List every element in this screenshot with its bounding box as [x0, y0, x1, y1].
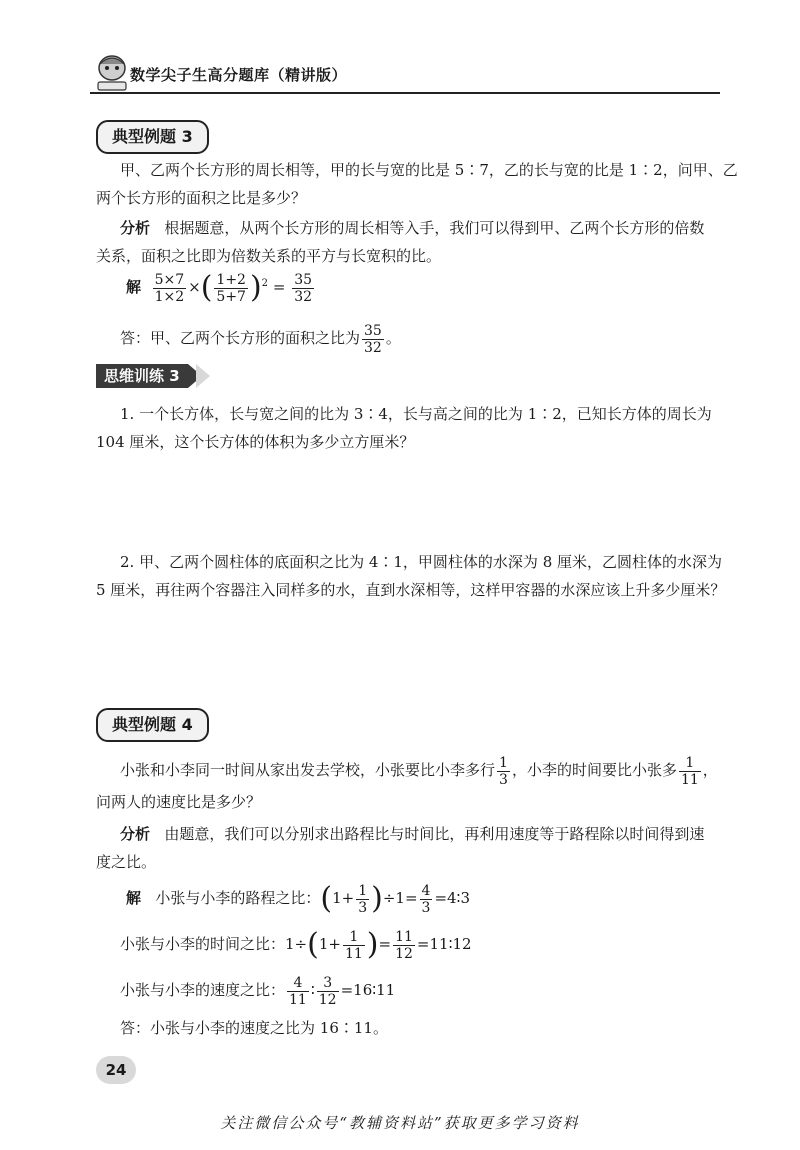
solution-label: 解	[126, 889, 142, 907]
header-divider	[90, 92, 720, 94]
page-number: 24	[96, 1056, 136, 1084]
example-4-answer: 答：小张与小李的速度之比为 16∶11。	[120, 1019, 388, 1037]
fraction: $\frac{35}{32}$	[364, 322, 382, 356]
analysis-text: 根据题意，从两个长方形的周长相等入手，我们可以得到甲、乙两个长方形的倍数	[164, 219, 705, 237]
fraction: $\frac{1}{11}$	[680, 754, 699, 788]
example-3-analysis-line1	[120, 214, 704, 242]
example-4-solution-line2: 小张与小李的时间之比：1÷(1+ $\frac{1}{11}$ )= $\frac{11}{12}$ =11∶12	[120, 927, 472, 962]
training-3-label-wrap	[96, 364, 210, 388]
training-3-q1-line2: 104 厘米，这个长方体的体积为多少立方厘米？	[96, 433, 415, 451]
example-4-analysis-line2: 度之比。	[96, 853, 157, 871]
example-4-solution-line1: 解 小张与小李的路程之比：(1+ $\frac{1}{3}$ )÷1= $\frac{4}{3}$ =4∶3	[126, 881, 470, 916]
example-4-problem-line2: 问两人的速度比是多少？	[96, 793, 262, 811]
example-4-solution-line3: 小张与小李的速度之比： $\frac{4}{11}$ ∶ $\frac{3}{12}$ =16∶11	[120, 974, 396, 1008]
analysis-label: 分析	[120, 219, 151, 237]
example-3-answer: 答：甲、乙两个长方形的面积之比为 $\frac{35}{32}$ 。	[120, 322, 401, 356]
example-3-solution: 解 $\frac{5\times 7}{1\times 2}$ ×( $\frac{1+2}{5+7}$ )$^2$ = $\frac{35}{32}$	[126, 270, 313, 305]
footer-note: 关注微信公众号“教辅资料站”获取更多学习资料	[220, 1114, 580, 1132]
fraction: $\frac{3}{12}$	[318, 974, 337, 1008]
example-4-analysis-line1	[120, 820, 704, 848]
tag-arrow-outline	[196, 364, 210, 388]
mascot-logo	[92, 50, 132, 94]
fraction: $\frac{35}{32}$	[294, 271, 313, 305]
training-3-q1-line1: 1. 一个长方体，长与宽之间的比为 3∶4，长与高之间的比为 1∶2，已知长方体的周长为	[120, 405, 712, 423]
example-4-problem-line1: 小张和小李同一时间从家出发去学校，小张要比小李多行 $\frac{1}{3}$ ，小李的时间要比小张多 $\frac{1}{11}$ ，	[120, 754, 718, 788]
fraction: $\frac{4}{11}$	[289, 974, 307, 1008]
example-3-problem-line1: 甲、乙两个长方形的周长相等，甲的长与宽的比是 5∶7，乙的长与宽的比是 1∶2，问甲、乙	[120, 161, 738, 179]
fraction: $\frac{4}{3}$	[421, 882, 431, 916]
example-3-problem-line2: 两个长方形的面积之比是多少？	[96, 189, 307, 207]
solution-label: 解	[126, 278, 142, 296]
fraction: $\frac{1}{3}$	[499, 754, 508, 788]
example-4-label: 典型例题 4	[96, 708, 209, 742]
example-3-analysis-line2: 关系，面积之比即为倍数关系的平方与长宽积的比。	[96, 247, 442, 265]
fraction: $\frac{1}{3}$	[358, 882, 368, 916]
analysis-text: 由题意，我们可以分别求出路程比与时间比，再利用速度等于路程除以时间得到速	[164, 825, 705, 843]
training-3-label: 思维训练 3	[96, 364, 188, 388]
fraction: $\frac{5\times 7}{1\times 2}$	[154, 271, 185, 305]
fraction: $\frac{1}{11}$	[344, 928, 363, 962]
training-3-q2-line1: 2. 甲、乙两个圆柱体的底面积之比为 4∶1，甲圆柱体的水深为 8 厘米，乙圆柱体的水深为	[120, 553, 723, 571]
example-3-label: 典型例题 3	[96, 120, 209, 154]
analysis-label: 分析	[120, 825, 151, 843]
fraction: $\frac{1+2}{5+7}$	[216, 271, 246, 305]
book-title: 数学尖子生高分题库（精讲版）	[130, 66, 348, 84]
fraction: $\frac{11}{12}$	[395, 928, 413, 962]
training-3-q2-line2: 5 厘米，再往两个容器注入同样多的水，直到水深相等，这样甲容器的水深应该上升多少厘米？	[96, 581, 726, 599]
